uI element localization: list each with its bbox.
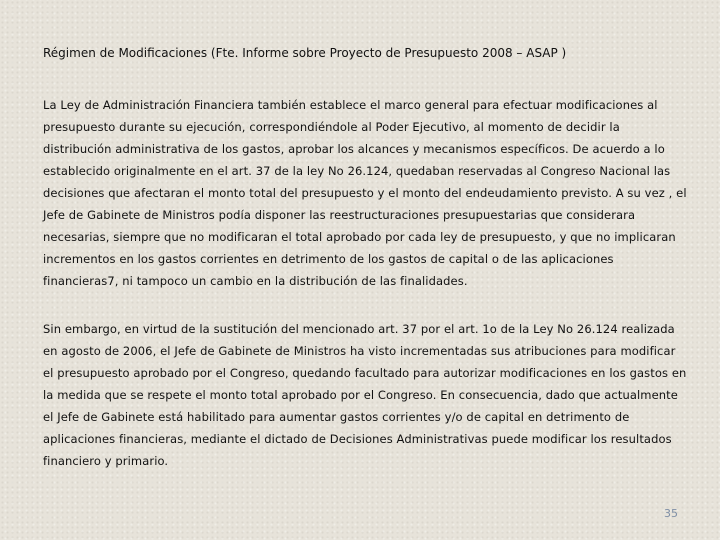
- slide-title: Régimen de Modificaciones (Fte. Informe sobre Proyecto de Presupuesto 2008 – ASAP ): [43, 46, 567, 60]
- paragraph-2: Sin embargo, en virtud de la sustitución del mencionado art. 37 por el art. 1o de la Ley No 26.124 realizada en agosto de 2006, el Jefe de Gabinete de Ministros ha visto incrementadas sus atribuciones para modificar el presupuesto aprobado por el Congreso, quedando facultado para autorizar modificaciones en los gastos en la medida que se respete el monto total aprobado por el Congreso. En consecuencia, dado que actualmente el Jefe de Gabinete está habilitado para aumentar gastos corrientes y/o de capital en detrimento de aplicaciones financieras, mediante el dictado de Decisiones Administrativas puede modificar los resultados financiero y primario.: [43, 322, 687, 468]
- page-number: 35: [664, 507, 678, 520]
- paragraph-1: La Ley de Administración Financiera también establece el marco general para efectuar modificaciones al presupuesto durante su ejecución, correspondiéndole al Poder Ejecutivo, al momento de decidir la distribución administrativa de los gastos, aprobar los alcances y mecanismos específicos. De acuerdo a lo establecido originalmente en el art. 37 de la ley No 26.124, quedaban reservadas al Congreso Nacional las decisiones que afectaran el monto total del presupuesto y el monto del endeudamiento previsto. A su vez , el Jefe de Gabinete de Ministros podía disponer las reestructuraciones presupuestarias que considerara necesarias, siempre que no modificaran el total aprobado por cada ley de presupuesto, y que no implicaran incrementos en los gastos corrientes en detrimento de los gastos de capital o de las aplicaciones financieras7, ni tampoco un cambio en la distribución de las finalidades.: [43, 98, 687, 288]
